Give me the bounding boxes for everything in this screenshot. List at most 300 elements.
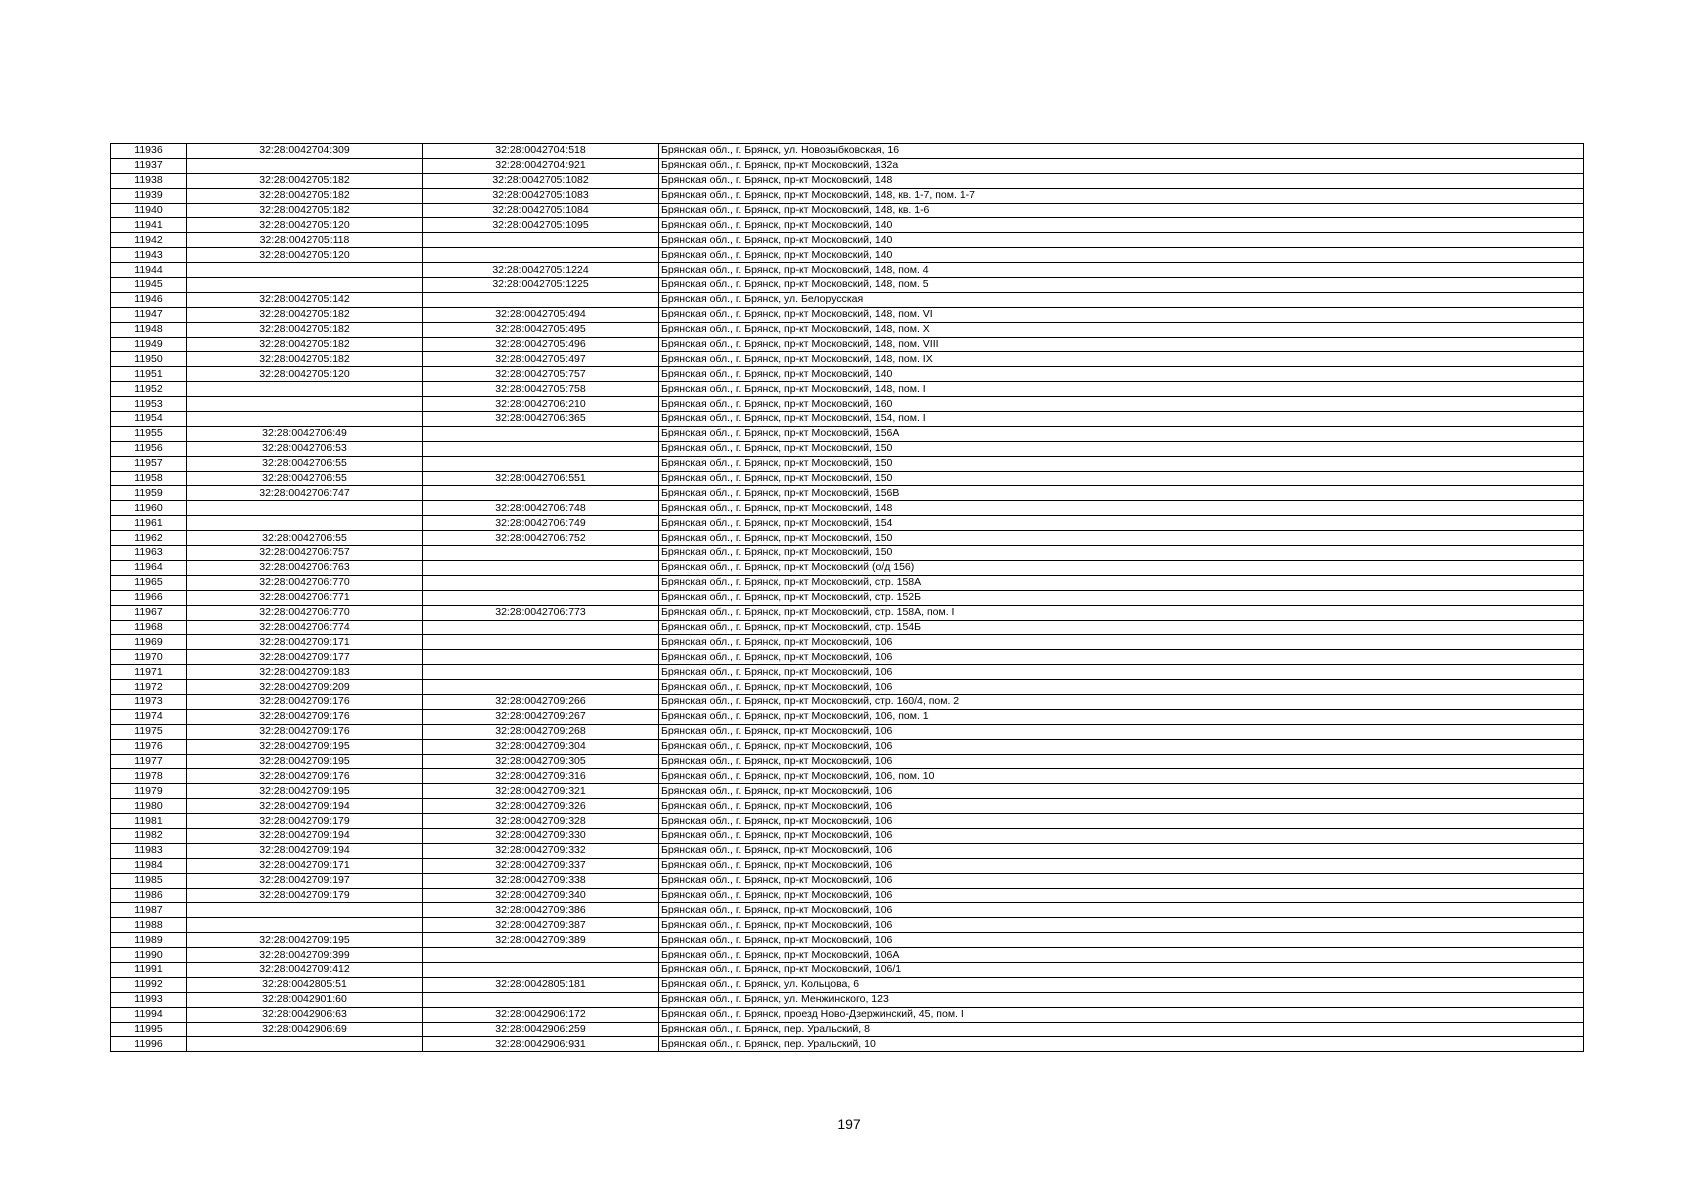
land-cadastral-number-cell: 32:28:0042705:182 xyxy=(187,188,423,203)
row-number-cell: 11995 xyxy=(111,1022,187,1037)
row-number-cell: 11966 xyxy=(111,590,187,605)
address-cell: Брянская обл., г. Брянск, пр-кт Московский, 140 xyxy=(659,233,1584,248)
land-cadastral-number-cell xyxy=(187,278,423,293)
land-cadastral-number-cell: 32:28:0042709:195 xyxy=(187,784,423,799)
land-cadastral-number-cell xyxy=(187,1037,423,1052)
object-cadastral-number-cell xyxy=(423,292,659,307)
row-number-cell: 11949 xyxy=(111,337,187,352)
address-cell: Брянская обл., г. Брянск, пр-кт Московский, 106 xyxy=(659,784,1584,799)
table-row xyxy=(111,918,1584,933)
object-cadastral-number-cell: 32:28:0042709:316 xyxy=(423,769,659,784)
address-cell: Брянская обл., г. Брянск, пр-кт Московский, 148, пом. VIII xyxy=(659,337,1584,352)
address-cell: Брянская обл., г. Брянск, пр-кт Московский, 148, кв. 1-6 xyxy=(659,203,1584,218)
address-cell: Брянская обл., г. Брянск, ул. Кольцова, 6 xyxy=(659,977,1584,992)
table-row xyxy=(111,1007,1584,1022)
table-row xyxy=(111,218,1584,233)
table-row xyxy=(111,382,1584,397)
address-cell: Брянская обл., г. Брянск, пр-кт Московский, стр. 154Б xyxy=(659,620,1584,635)
land-cadastral-number-cell: 32:28:0042705:182 xyxy=(187,173,423,188)
land-cadastral-number-cell: 32:28:0042709:194 xyxy=(187,843,423,858)
object-cadastral-number-cell: 32:28:0042709:305 xyxy=(423,754,659,769)
table-row xyxy=(111,843,1584,858)
object-cadastral-number-cell: 32:28:0042709:340 xyxy=(423,888,659,903)
object-cadastral-number-cell: 32:28:0042906:259 xyxy=(423,1022,659,1037)
land-cadastral-number-cell xyxy=(187,382,423,397)
row-number-cell: 11991 xyxy=(111,962,187,977)
land-cadastral-number-cell: 32:28:0042709:183 xyxy=(187,665,423,680)
row-number-cell: 11986 xyxy=(111,888,187,903)
address-cell: Брянская обл., г. Брянск, пр-кт Московский, 106 xyxy=(659,873,1584,888)
table-row xyxy=(111,248,1584,263)
object-cadastral-number-cell: 32:28:0042706:551 xyxy=(423,471,659,486)
object-cadastral-number-cell: 32:28:0042705:757 xyxy=(423,367,659,382)
land-cadastral-number-cell: 32:28:0042906:69 xyxy=(187,1022,423,1037)
table-row xyxy=(111,635,1584,650)
row-number-cell: 11988 xyxy=(111,918,187,933)
object-cadastral-number-cell xyxy=(423,560,659,575)
land-cadastral-number-cell: 32:28:0042706:55 xyxy=(187,471,423,486)
land-cadastral-number-cell: 32:28:0042706:55 xyxy=(187,531,423,546)
object-cadastral-number-cell: 32:28:0042709:386 xyxy=(423,903,659,918)
object-cadastral-number-cell: 32:28:0042709:389 xyxy=(423,933,659,948)
table-row xyxy=(111,456,1584,471)
address-cell: Брянская обл., г. Брянск, пр-кт Московский, 106 xyxy=(659,858,1584,873)
row-number-cell: 11960 xyxy=(111,501,187,516)
object-cadastral-number-cell xyxy=(423,635,659,650)
address-cell: Брянская обл., г. Брянск, пр-кт Московский, 150 xyxy=(659,546,1584,561)
row-number-cell: 11992 xyxy=(111,977,187,992)
land-cadastral-number-cell: 32:28:0042706:774 xyxy=(187,620,423,635)
address-cell: Брянская обл., г. Брянск, ул. Менжинского, 123 xyxy=(659,992,1584,1007)
address-cell: Брянская обл., г. Брянск, пр-кт Московский, 132а xyxy=(659,158,1584,173)
table-row xyxy=(111,412,1584,427)
address-cell: Брянская обл., г. Брянск, пр-кт Московский, 106 xyxy=(659,828,1584,843)
land-cadastral-number-cell: 32:28:0042705:142 xyxy=(187,292,423,307)
table-row xyxy=(111,575,1584,590)
object-cadastral-number-cell: 32:28:0042706:748 xyxy=(423,501,659,516)
address-cell: Брянская обл., г. Брянск, пр-кт Московский, 106 xyxy=(659,918,1584,933)
object-cadastral-number-cell: 32:28:0042709:337 xyxy=(423,858,659,873)
land-cadastral-number-cell: 32:28:0042706:49 xyxy=(187,426,423,441)
table-row xyxy=(111,799,1584,814)
address-cell: Брянская обл., г. Брянск, пр-кт Московский, стр. 160/4, пом. 2 xyxy=(659,694,1584,709)
land-cadastral-number-cell: 32:28:0042706:770 xyxy=(187,575,423,590)
address-cell: Брянская обл., г. Брянск, пр-кт Московский, 106 xyxy=(659,665,1584,680)
land-cadastral-number-cell xyxy=(187,158,423,173)
page-number: 197 xyxy=(837,1116,861,1132)
land-cadastral-number-cell: 32:28:0042709:194 xyxy=(187,828,423,843)
address-cell: Брянская обл., г. Брянск, пр-кт Московский, 150 xyxy=(659,531,1584,546)
address-cell: Брянская обл., г. Брянск, проезд Ново-Дзержинский, 45, пом. I xyxy=(659,1007,1584,1022)
table-row xyxy=(111,962,1584,977)
row-number-cell: 11942 xyxy=(111,233,187,248)
land-cadastral-number-cell: 32:28:0042709:195 xyxy=(187,754,423,769)
land-cadastral-number-cell: 32:28:0042705:120 xyxy=(187,248,423,263)
address-cell: Брянская обл., г. Брянск, пр-кт Московский, 148, кв. 1-7, пом. 1-7 xyxy=(659,188,1584,203)
object-cadastral-number-cell: 32:28:0042706:210 xyxy=(423,397,659,412)
table-row xyxy=(111,337,1584,352)
address-cell: Брянская обл., г. Брянск, пр-кт Московский, 148, пом. IX xyxy=(659,352,1584,367)
row-number-cell: 11982 xyxy=(111,828,187,843)
table-row xyxy=(111,992,1584,1007)
table-row xyxy=(111,873,1584,888)
table-row xyxy=(111,948,1584,963)
table-row xyxy=(111,560,1584,575)
row-number-cell: 11954 xyxy=(111,412,187,427)
table-row xyxy=(111,933,1584,948)
address-cell: Брянская обл., г. Брянск, пр-кт Московский, 106 xyxy=(659,724,1584,739)
object-cadastral-number-cell: 32:28:0042706:773 xyxy=(423,605,659,620)
land-cadastral-number-cell: 32:28:0042906:63 xyxy=(187,1007,423,1022)
table-row xyxy=(111,322,1584,337)
table-row xyxy=(111,501,1584,516)
land-cadastral-number-cell: 32:28:0042709:195 xyxy=(187,933,423,948)
table-row xyxy=(111,739,1584,754)
table-row xyxy=(111,828,1584,843)
object-cadastral-number-cell xyxy=(423,590,659,605)
row-number-cell: 11977 xyxy=(111,754,187,769)
object-cadastral-number-cell: 32:28:0042805:181 xyxy=(423,977,659,992)
object-cadastral-number-cell xyxy=(423,680,659,695)
object-cadastral-number-cell: 32:28:0042705:1082 xyxy=(423,173,659,188)
row-number-cell: 11990 xyxy=(111,948,187,963)
land-cadastral-number-cell: 32:28:0042706:763 xyxy=(187,560,423,575)
row-number-cell: 11945 xyxy=(111,278,187,293)
land-cadastral-number-cell xyxy=(187,501,423,516)
table-row xyxy=(111,858,1584,873)
object-cadastral-number-cell: 32:28:0042709:326 xyxy=(423,799,659,814)
object-cadastral-number-cell xyxy=(423,248,659,263)
table-row xyxy=(111,546,1584,561)
address-cell: Брянская обл., г. Брянск, пр-кт Московский, 106 xyxy=(659,799,1584,814)
table-row xyxy=(111,620,1584,635)
row-number-cell: 11983 xyxy=(111,843,187,858)
table-row xyxy=(111,233,1584,248)
row-number-cell: 11968 xyxy=(111,620,187,635)
land-cadastral-number-cell: 32:28:0042706:53 xyxy=(187,441,423,456)
row-number-cell: 11970 xyxy=(111,650,187,665)
address-cell: Брянская обл., г. Брянск, пр-кт Московский, стр. 158А xyxy=(659,575,1584,590)
table-row xyxy=(111,977,1584,992)
table-row xyxy=(111,158,1584,173)
address-cell: Брянская обл., г. Брянск, пр-кт Московский, 148, пом. VI xyxy=(659,307,1584,322)
row-number-cell: 11946 xyxy=(111,292,187,307)
row-number-cell: 11969 xyxy=(111,635,187,650)
object-cadastral-number-cell: 32:28:0042705:1225 xyxy=(423,278,659,293)
table-row xyxy=(111,471,1584,486)
land-cadastral-number-cell: 32:28:0042705:182 xyxy=(187,307,423,322)
table-row xyxy=(111,188,1584,203)
land-cadastral-number-cell: 32:28:0042709:412 xyxy=(187,962,423,977)
table-row xyxy=(111,426,1584,441)
land-cadastral-number-cell xyxy=(187,903,423,918)
land-cadastral-number-cell: 32:28:0042709:171 xyxy=(187,635,423,650)
row-number-cell: 11947 xyxy=(111,307,187,322)
address-cell: Брянская обл., г. Брянск, пр-кт Московский, 106 xyxy=(659,933,1584,948)
row-number-cell: 11971 xyxy=(111,665,187,680)
address-cell: Брянская обл., г. Брянск, ул. Белорусская xyxy=(659,292,1584,307)
object-cadastral-number-cell: 32:28:0042704:518 xyxy=(423,144,659,159)
object-cadastral-number-cell: 32:28:0042709:332 xyxy=(423,843,659,858)
land-cadastral-number-cell: 32:28:0042805:51 xyxy=(187,977,423,992)
table-row xyxy=(111,486,1584,501)
land-cadastral-number-cell: 32:28:0042705:120 xyxy=(187,218,423,233)
object-cadastral-number-cell xyxy=(423,665,659,680)
object-cadastral-number-cell: 32:28:0042705:1084 xyxy=(423,203,659,218)
object-cadastral-number-cell: 32:28:0042709:321 xyxy=(423,784,659,799)
table-row xyxy=(111,814,1584,829)
table-row xyxy=(111,367,1584,382)
object-cadastral-number-cell xyxy=(423,962,659,977)
table-row xyxy=(111,605,1584,620)
address-cell: Брянская обл., г. Брянск, пр-кт Московский, 148, пом. 4 xyxy=(659,263,1584,278)
table-row xyxy=(111,888,1584,903)
address-cell: Брянская обл., г. Брянск, пр-кт Московский, 150 xyxy=(659,471,1584,486)
object-cadastral-number-cell: 32:28:0042709:330 xyxy=(423,828,659,843)
row-number-cell: 11961 xyxy=(111,516,187,531)
row-number-cell: 11959 xyxy=(111,486,187,501)
table-row xyxy=(111,724,1584,739)
object-cadastral-number-cell xyxy=(423,441,659,456)
object-cadastral-number-cell: 32:28:0042705:496 xyxy=(423,337,659,352)
row-number-cell: 11939 xyxy=(111,188,187,203)
land-cadastral-number-cell: 32:28:0042709:399 xyxy=(187,948,423,963)
row-number-cell: 11974 xyxy=(111,709,187,724)
address-cell: Брянская обл., г. Брянск, пр-кт Московский, 106 xyxy=(659,843,1584,858)
address-cell: Брянская обл., г. Брянск, пр-кт Московский, 106 xyxy=(659,635,1584,650)
object-cadastral-number-cell: 32:28:0042709:266 xyxy=(423,694,659,709)
land-cadastral-number-cell: 32:28:0042709:176 xyxy=(187,769,423,784)
row-number-cell: 11973 xyxy=(111,694,187,709)
address-cell: Брянская обл., г. Брянск, пр-кт Московский, 148 xyxy=(659,173,1584,188)
land-cadastral-number-cell: 32:28:0042705:120 xyxy=(187,367,423,382)
object-cadastral-number-cell: 32:28:0042705:1224 xyxy=(423,263,659,278)
row-number-cell: 11940 xyxy=(111,203,187,218)
row-number-cell: 11985 xyxy=(111,873,187,888)
address-cell: Брянская обл., г. Брянск, пр-кт Московский, 148, пом. 5 xyxy=(659,278,1584,293)
row-number-cell: 11996 xyxy=(111,1037,187,1052)
row-number-cell: 11994 xyxy=(111,1007,187,1022)
row-number-cell: 11987 xyxy=(111,903,187,918)
row-number-cell: 11979 xyxy=(111,784,187,799)
land-cadastral-number-cell xyxy=(187,918,423,933)
land-cadastral-number-cell xyxy=(187,412,423,427)
address-cell: Брянская обл., г. Брянск, ул. Новозыбковская, 16 xyxy=(659,144,1584,159)
table-row xyxy=(111,694,1584,709)
land-cadastral-number-cell: 32:28:0042706:757 xyxy=(187,546,423,561)
row-number-cell: 11941 xyxy=(111,218,187,233)
land-cadastral-number-cell: 32:28:0042706:55 xyxy=(187,456,423,471)
object-cadastral-number-cell: 32:28:0042709:328 xyxy=(423,814,659,829)
address-cell: Брянская обл., г. Брянск, пр-кт Московский, 156В xyxy=(659,486,1584,501)
table-row xyxy=(111,680,1584,695)
row-number-cell: 11993 xyxy=(111,992,187,1007)
land-cadastral-number-cell: 32:28:0042705:118 xyxy=(187,233,423,248)
land-cadastral-number-cell: 32:28:0042706:747 xyxy=(187,486,423,501)
registry-table xyxy=(110,143,1584,1052)
address-cell: Брянская обл., г. Брянск, пер. Уральский, 10 xyxy=(659,1037,1584,1052)
object-cadastral-number-cell: 32:28:0042709:338 xyxy=(423,873,659,888)
row-number-cell: 11953 xyxy=(111,397,187,412)
land-cadastral-number-cell: 32:28:0042709:179 xyxy=(187,888,423,903)
land-cadastral-number-cell: 32:28:0042705:182 xyxy=(187,203,423,218)
address-cell: Брянская обл., г. Брянск, пр-кт Московский, 160 xyxy=(659,397,1584,412)
table-row xyxy=(111,1037,1584,1052)
address-cell: Брянская обл., г. Брянск, пр-кт Московский, 106, пом. 10 xyxy=(659,769,1584,784)
table-row xyxy=(111,441,1584,456)
row-number-cell: 11989 xyxy=(111,933,187,948)
table-row xyxy=(111,292,1584,307)
address-cell: Брянская обл., г. Брянск, пр-кт Московский, стр. 158А, пом. I xyxy=(659,605,1584,620)
row-number-cell: 11967 xyxy=(111,605,187,620)
row-number-cell: 11976 xyxy=(111,739,187,754)
land-cadastral-number-cell: 32:28:0042709:195 xyxy=(187,739,423,754)
land-cadastral-number-cell: 32:28:0042709:179 xyxy=(187,814,423,829)
address-cell: Брянская обл., г. Брянск, пр-кт Московский, 154 xyxy=(659,516,1584,531)
address-cell: Брянская обл., г. Брянск, пр-кт Московский, стр. 152Б xyxy=(659,590,1584,605)
address-cell: Брянская обл., г. Брянск, пр-кт Московский, 148, пом. X xyxy=(659,322,1584,337)
land-cadastral-number-cell: 32:28:0042709:176 xyxy=(187,709,423,724)
table-row xyxy=(111,144,1584,159)
land-cadastral-number-cell: 32:28:0042704:309 xyxy=(187,144,423,159)
address-cell: Брянская обл., г. Брянск, пр-кт Московский, 106 xyxy=(659,680,1584,695)
table-row xyxy=(111,650,1584,665)
address-cell: Брянская обл., г. Брянск, пр-кт Московский, 106 xyxy=(659,903,1584,918)
object-cadastral-number-cell: 32:28:0042705:494 xyxy=(423,307,659,322)
row-number-cell: 11958 xyxy=(111,471,187,486)
land-cadastral-number-cell: 32:28:0042705:182 xyxy=(187,322,423,337)
object-cadastral-number-cell xyxy=(423,426,659,441)
address-cell: Брянская обл., г. Брянск, пр-кт Московский, 140 xyxy=(659,367,1584,382)
row-number-cell: 11955 xyxy=(111,426,187,441)
land-cadastral-number-cell: 32:28:0042709:176 xyxy=(187,724,423,739)
address-cell: Брянская обл., г. Брянск, пер. Уральский, 8 xyxy=(659,1022,1584,1037)
row-number-cell: 11951 xyxy=(111,367,187,382)
land-cadastral-number-cell: 32:28:0042709:171 xyxy=(187,858,423,873)
table-row xyxy=(111,590,1584,605)
row-number-cell: 11975 xyxy=(111,724,187,739)
row-number-cell: 11980 xyxy=(111,799,187,814)
object-cadastral-number-cell: 32:28:0042709:268 xyxy=(423,724,659,739)
row-number-cell: 11978 xyxy=(111,769,187,784)
row-number-cell: 11950 xyxy=(111,352,187,367)
table-row xyxy=(111,352,1584,367)
object-cadastral-number-cell xyxy=(423,992,659,1007)
table-row xyxy=(111,173,1584,188)
row-number-cell: 11952 xyxy=(111,382,187,397)
table-row xyxy=(111,769,1584,784)
row-number-cell: 11984 xyxy=(111,858,187,873)
table-row xyxy=(111,397,1584,412)
table-row xyxy=(111,784,1584,799)
land-cadastral-number-cell: 32:28:0042709:176 xyxy=(187,694,423,709)
row-number-cell: 11956 xyxy=(111,441,187,456)
address-cell: Брянская обл., г. Брянск, пр-кт Московский, 150 xyxy=(659,441,1584,456)
row-number-cell: 11938 xyxy=(111,173,187,188)
object-cadastral-number-cell: 32:28:0042704:921 xyxy=(423,158,659,173)
object-cadastral-number-cell: 32:28:0042705:1083 xyxy=(423,188,659,203)
address-cell: Брянская обл., г. Брянск, пр-кт Московский, 106 xyxy=(659,888,1584,903)
table-row xyxy=(111,754,1584,769)
land-cadastral-number-cell: 32:28:0042709:209 xyxy=(187,680,423,695)
land-cadastral-number-cell: 32:28:0042709:197 xyxy=(187,873,423,888)
object-cadastral-number-cell xyxy=(423,546,659,561)
object-cadastral-number-cell xyxy=(423,948,659,963)
address-cell: Брянская обл., г. Брянск, пр-кт Московский, 106 xyxy=(659,650,1584,665)
land-cadastral-number-cell: 32:28:0042709:194 xyxy=(187,799,423,814)
land-cadastral-number-cell: 32:28:0042706:771 xyxy=(187,590,423,605)
land-cadastral-number-cell xyxy=(187,516,423,531)
row-number-cell: 11981 xyxy=(111,814,187,829)
object-cadastral-number-cell: 32:28:0042906:172 xyxy=(423,1007,659,1022)
object-cadastral-number-cell xyxy=(423,620,659,635)
land-cadastral-number-cell: 32:28:0042901:60 xyxy=(187,992,423,1007)
row-number-cell: 11957 xyxy=(111,456,187,471)
land-cadastral-number-cell xyxy=(187,263,423,278)
object-cadastral-number-cell: 32:28:0042705:758 xyxy=(423,382,659,397)
object-cadastral-number-cell xyxy=(423,486,659,501)
table-row xyxy=(111,516,1584,531)
row-number-cell: 11962 xyxy=(111,531,187,546)
object-cadastral-number-cell: 32:28:0042705:497 xyxy=(423,352,659,367)
table-row xyxy=(111,665,1584,680)
land-cadastral-number-cell: 32:28:0042709:177 xyxy=(187,650,423,665)
row-number-cell: 11943 xyxy=(111,248,187,263)
address-cell: Брянская обл., г. Брянск, пр-кт Московский, 156А xyxy=(659,426,1584,441)
address-cell: Брянская обл., г. Брянск, пр-кт Московский, 106 xyxy=(659,814,1584,829)
address-cell: Брянская обл., г. Брянск, пр-кт Московский, 106, пом. 1 xyxy=(659,709,1584,724)
object-cadastral-number-cell xyxy=(423,575,659,590)
row-number-cell: 11965 xyxy=(111,575,187,590)
table-row xyxy=(111,709,1584,724)
row-number-cell: 11948 xyxy=(111,322,187,337)
table-row xyxy=(111,307,1584,322)
row-number-cell: 11963 xyxy=(111,546,187,561)
address-cell: Брянская обл., г. Брянск, пр-кт Московский (о/д 156) xyxy=(659,560,1584,575)
land-cadastral-number-cell: 32:28:0042705:182 xyxy=(187,352,423,367)
object-cadastral-number-cell xyxy=(423,650,659,665)
table-row xyxy=(111,903,1584,918)
address-cell: Брянская обл., г. Брянск, пр-кт Московский, 106 xyxy=(659,754,1584,769)
table-row xyxy=(111,531,1584,546)
address-cell: Брянская обл., г. Брянск, пр-кт Московский, 106 xyxy=(659,739,1584,754)
address-cell: Брянская обл., г. Брянск, пр-кт Московский, 150 xyxy=(659,456,1584,471)
object-cadastral-number-cell: 32:28:0042706:749 xyxy=(423,516,659,531)
land-cadastral-number-cell: 32:28:0042706:770 xyxy=(187,605,423,620)
table-row xyxy=(111,278,1584,293)
table-row xyxy=(111,203,1584,218)
object-cadastral-number-cell: 32:28:0042705:495 xyxy=(423,322,659,337)
land-cadastral-number-cell: 32:28:0042705:182 xyxy=(187,337,423,352)
row-number-cell: 11936 xyxy=(111,144,187,159)
address-cell: Брянская обл., г. Брянск, пр-кт Московский, 154, пом. I xyxy=(659,412,1584,427)
row-number-cell: 11972 xyxy=(111,680,187,695)
row-number-cell: 11944 xyxy=(111,263,187,278)
row-number-cell: 11964 xyxy=(111,560,187,575)
row-number-cell: 11937 xyxy=(111,158,187,173)
object-cadastral-number-cell: 32:28:0042906:931 xyxy=(423,1037,659,1052)
land-cadastral-number-cell xyxy=(187,397,423,412)
object-cadastral-number-cell: 32:28:0042706:752 xyxy=(423,531,659,546)
object-cadastral-number-cell: 32:28:0042709:267 xyxy=(423,709,659,724)
object-cadastral-number-cell xyxy=(423,233,659,248)
address-cell: Брянская обл., г. Брянск, пр-кт Московский, 140 xyxy=(659,248,1584,263)
object-cadastral-number-cell: 32:28:0042709:304 xyxy=(423,739,659,754)
address-cell: Брянская обл., г. Брянск, пр-кт Московский, 148 xyxy=(659,501,1584,516)
object-cadastral-number-cell: 32:28:0042706:365 xyxy=(423,412,659,427)
address-cell: Брянская обл., г. Брянск, пр-кт Московский, 106/1 xyxy=(659,962,1584,977)
address-cell: Брянская обл., г. Брянск, пр-кт Московский, 140 xyxy=(659,218,1584,233)
